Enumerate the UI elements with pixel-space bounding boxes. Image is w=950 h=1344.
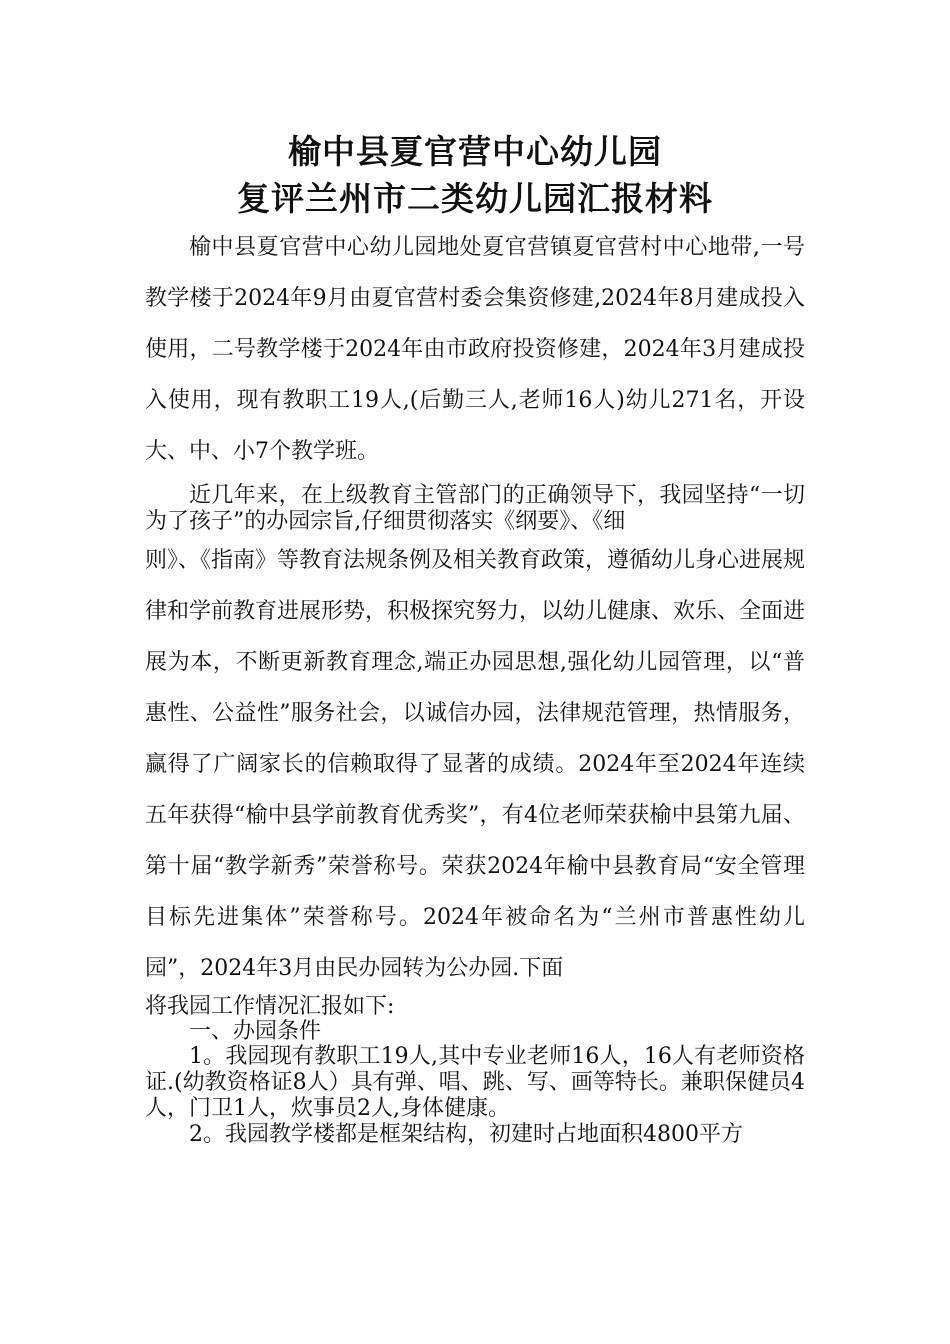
achievements-paragraph-body: 则》、《指南》等教育法规条例及相关教育政策，遵循幼儿身心进展规律和学前教育进展形势，积极探究努力，以幼儿健康、欢乐、全面进展为本，不断更新教育理念,端正办园思想,强化幼儿园管理，以“普惠性、公益性”服务社会，以诚信办园，法律规范管理，热情服务，赢得了广阔家长的信赖取得了显著的成绩。2024年至2024年连续五年获得“榆中县学前教育优秀奖”，有4位老师荣获榆中县第九届、第十届“教学新秀”荣誉称号。荣获2024年榆中县教育局“安全管理目标先进集体”荣誉称号。2024年被命名为“兰州市普惠性幼儿园”，2024年3月由民办园转为公办园.下面 xyxy=(145,548,806,981)
achievements-paragraph-head: 近几年来，在上级教育主管部门的正确领导下，我园坚持“一切为了孩子”的办园宗旨,仔细贯彻落实《纲要》、《细 xyxy=(145,483,805,534)
condition-item-1: 1。我园现有教职工19人,其中专业老师16人，16人有老师资格证.(幼教资格证8人）具有弹、唱、跳、写、画等特长。兼职保健员4人，门卫1人，炊事员2人,身体健康。 xyxy=(145,1044,805,1121)
document-title xyxy=(145,128,805,222)
condition-item-2: 2。我园教学楼都是框架结构，初建时占地面积4800平方 xyxy=(189,1122,743,1147)
achievements-paragraph xyxy=(145,483,805,1020)
title-line-1: 榆中县夏官营中心幼儿园 xyxy=(288,132,662,171)
document-page xyxy=(145,128,805,1148)
intro-paragraph: 榆中县夏官营中心幼儿园地处夏官营镇夏官营村中心地带,一号教学楼于2024年9月由夏官营村委会集资修建,2024年8月建成投入使用，二号教学楼于2024年由市政府投资修建，2024年3月建成投入使用，现有教职工19人,(后勤三人,老师16人)幼儿271名，开设大、中、小7个教学班。 xyxy=(145,235,805,464)
achievements-paragraph-tail: 将我园工作情况汇报如下: xyxy=(145,994,395,1019)
section-heading-conditions: 一、办园条件 xyxy=(189,1019,322,1044)
title-line-2: 复评兰州市二类幼儿园汇报材料 xyxy=(237,179,713,218)
